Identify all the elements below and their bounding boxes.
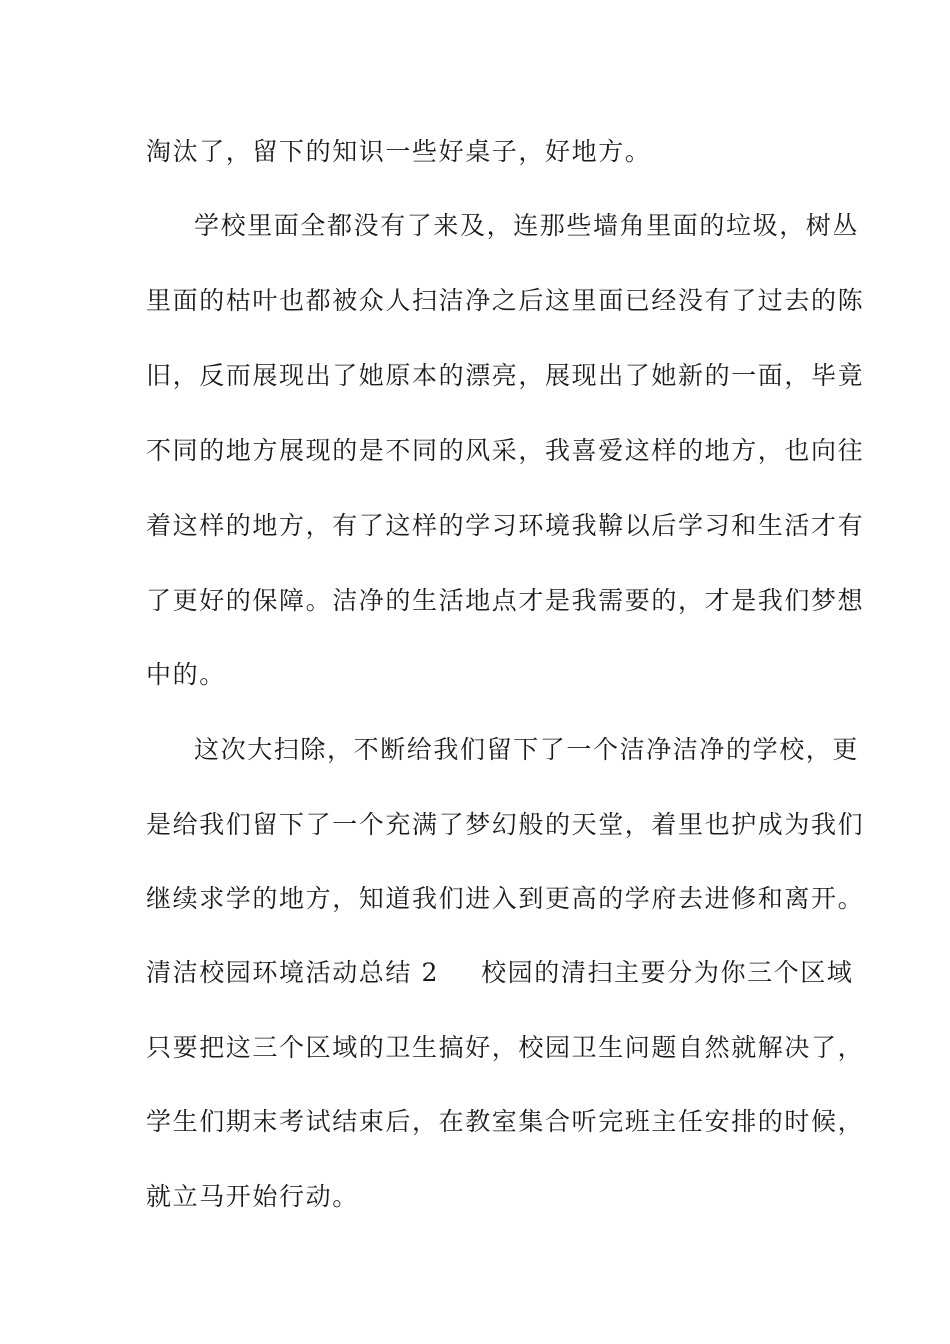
text-line: 就立马开始行动。 <box>146 1182 359 1211</box>
text-line: 里面的枯叶也都被众人扫洁净之后这里面已经没有了过去的陈 <box>146 286 865 315</box>
section-first-sentence: 校园的清扫主要分为你三个区域 <box>481 958 854 987</box>
text-line: 了更好的保障。洁净的生活地点才是我需要的，才是我们梦想 <box>146 586 865 615</box>
text-line: 是给我们留下了一个充满了梦幻般的天堂，着里也护成为我们 <box>146 810 865 839</box>
text-line: 继续求学的地方，知道我们进入到更高的学府去进修和离开。 <box>146 884 865 913</box>
text-line: 旧，反而展现出了她原本的漂亮，展现出了她新的一面，毕竟 <box>146 361 865 390</box>
text-line: 学生们期末考试结束后，在教室集合听完班主任安排的时候， <box>146 1107 865 1136</box>
text-line: 着这样的地方，有了这样的学习环境我鞥以后学习和生活才有 <box>146 511 865 540</box>
section-title: 清洁校园环境活动总结 2 <box>146 958 440 987</box>
heading-line <box>146 958 853 988</box>
text-line: 不同的地方展现的是不同的风采，我喜爱这样的地方，也向往 <box>146 436 865 465</box>
text-line: 中的。 <box>146 660 226 689</box>
paragraph-start-line: 这次大扫除，不断给我们留下了一个洁净洁净的学校，更 <box>194 735 860 764</box>
text-line: 淘汰了，留下的知识一些好桌子，好地方。 <box>146 137 652 166</box>
paragraph-start-line: 学校里面全都没有了来及，连那些墙角里面的垃圾，树丛 <box>194 211 860 240</box>
text-line: 只要把这三个区域的卫生搞好，校园卫生问题自然就解决了， <box>146 1033 865 1062</box>
